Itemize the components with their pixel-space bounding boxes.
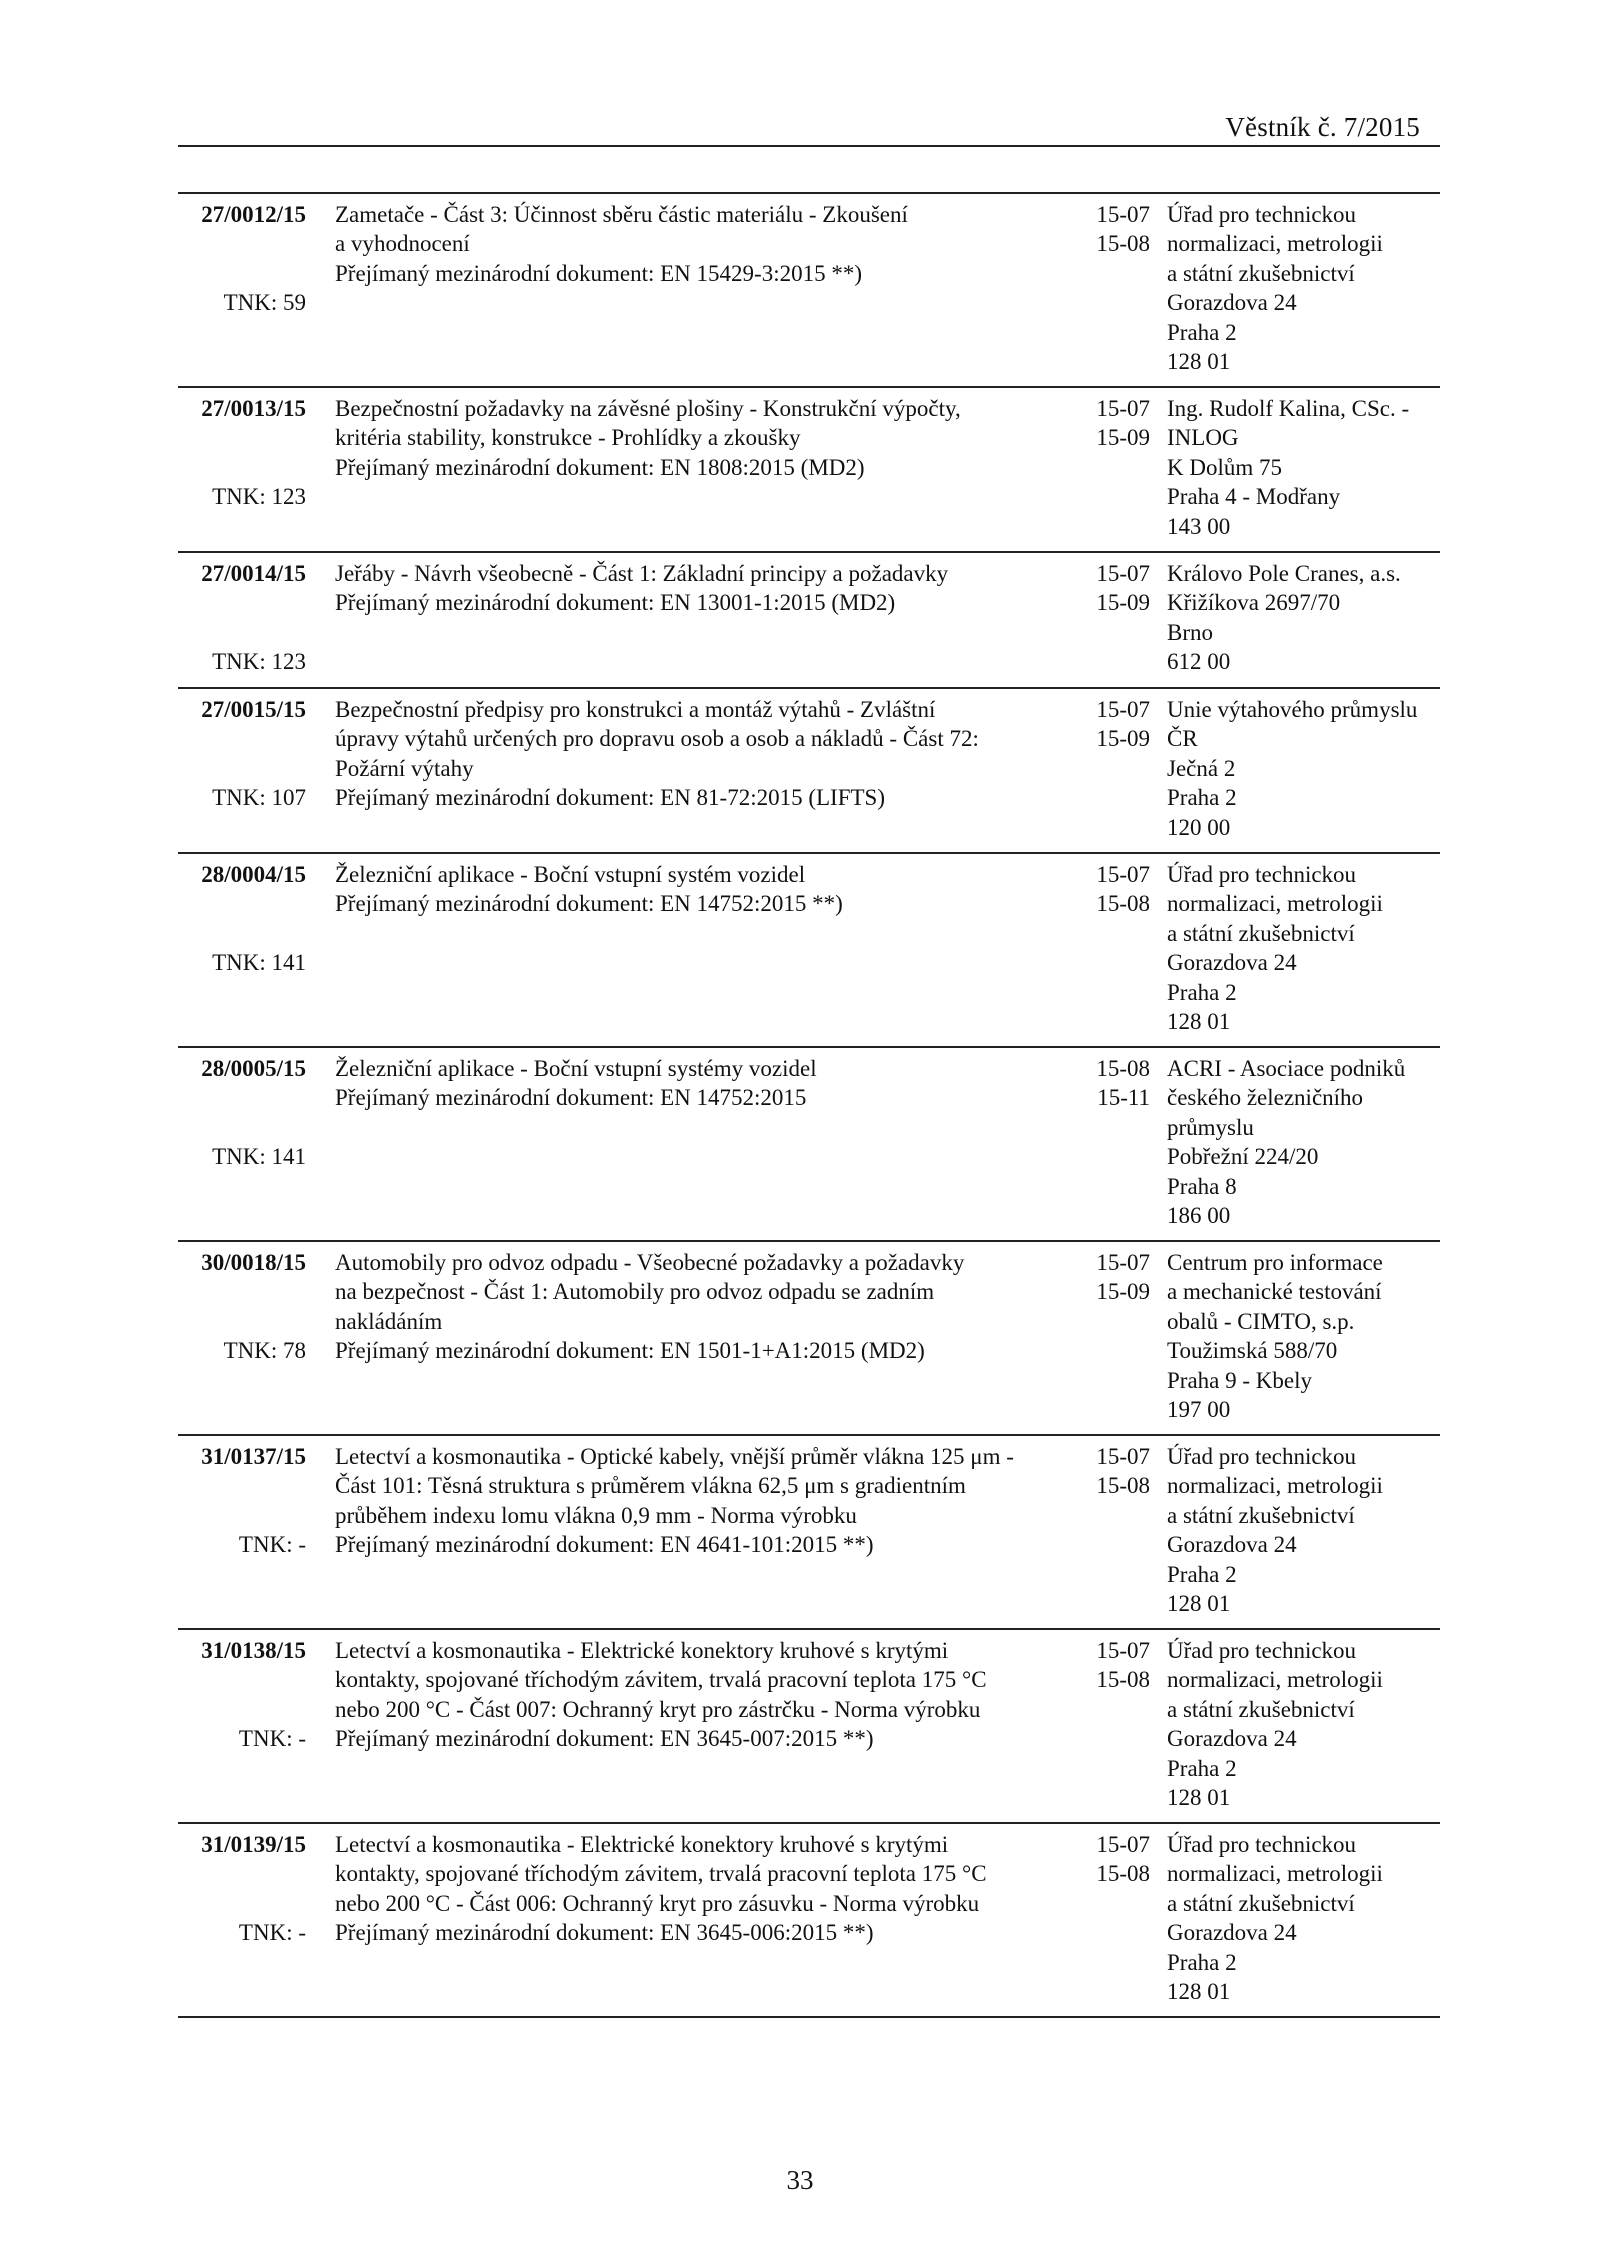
address-line: a mechanické testování xyxy=(1167,1279,1382,1305)
description-line: Přejímaný mezinárodní dokument: EN 4641-101:2015 **) xyxy=(335,1532,874,1558)
description-line: Přejímaný mezinárodní dokument: EN 1808:2015 (MD2) xyxy=(335,454,865,480)
entry-tnk: TNK: 141 xyxy=(212,950,306,975)
address-line: 128 01 xyxy=(1167,1009,1231,1035)
description-line: Požární výtahy xyxy=(335,755,474,781)
address-line: Praha 2 xyxy=(1167,319,1237,345)
date-line: 15-07 xyxy=(1096,202,1150,227)
description-line: Automobily pro odvoz odpadu - Všeobecné požadavky a požadavky xyxy=(335,1250,965,1275)
description-line: Letectví a kosmonautika - Optické kabely, vnější průměr vlákna 125 μm - xyxy=(335,1444,1014,1469)
address-line: českého železničního xyxy=(1167,1085,1364,1111)
description-line: kontakty, spojované tříchodým závitem, trvalá pracovní teplota 175 °C xyxy=(335,1667,987,1693)
address-line: Královo Pole Cranes, a.s. xyxy=(1167,561,1401,586)
entry-description xyxy=(335,1636,1065,1754)
entry-dates xyxy=(1065,695,1150,754)
entry-address xyxy=(1167,559,1442,677)
entry-dates xyxy=(1065,860,1150,919)
entry-id-cell xyxy=(178,695,306,810)
date-line: 15-08 xyxy=(1096,1473,1150,1499)
entry-description xyxy=(335,1054,1065,1113)
address-line: K Dolům 75 xyxy=(1167,454,1282,480)
address-line: Praha 2 xyxy=(1167,785,1237,811)
address-line: Ing. Rudolf Kalina, CSc. - xyxy=(1167,396,1410,421)
entry-tnk: TNK: 141 xyxy=(212,1144,306,1169)
entry-address xyxy=(1167,695,1442,842)
table-row xyxy=(178,553,1440,689)
entry-code: 27/0015/15 xyxy=(201,697,306,722)
entry-address xyxy=(1167,200,1442,376)
address-line: normalizaci, metrologii xyxy=(1167,891,1383,917)
page-number: 33 xyxy=(786,2165,814,2195)
address-line: Centrum pro informace xyxy=(1167,1250,1383,1275)
date-line: 15-11 xyxy=(1097,1085,1150,1111)
entry-dates xyxy=(1065,394,1150,453)
description-line: kritéria stability, konstrukce - Prohlídky a zkoušky xyxy=(335,425,801,451)
entry-tnk: TNK: 107 xyxy=(212,785,306,810)
entry-description xyxy=(335,1830,1065,1948)
description-line: a vyhodnocení xyxy=(335,231,470,257)
entry-tnk: TNK: - xyxy=(238,1920,306,1945)
entry-address xyxy=(1167,1830,1442,2006)
entry-code: 31/0137/15 xyxy=(201,1444,306,1469)
date-line: 15-08 xyxy=(1096,1056,1150,1081)
header-rule xyxy=(178,145,1440,147)
address-line: a státní zkušebnictví xyxy=(1167,260,1355,286)
date-line: 15-07 xyxy=(1096,1832,1150,1857)
table-row xyxy=(178,388,1440,553)
table-row xyxy=(178,1242,1440,1436)
entry-dates xyxy=(1065,1636,1150,1695)
journal-title: Věstník č. 7/2015 xyxy=(1225,112,1420,142)
date-line: 15-09 xyxy=(1096,425,1150,451)
entry-address xyxy=(1167,1442,1442,1618)
description-line: nakládáním xyxy=(335,1308,443,1334)
entry-id-cell xyxy=(178,1636,306,1751)
address-line: Praha 8 xyxy=(1167,1173,1237,1199)
address-line: 128 01 xyxy=(1167,1785,1231,1811)
address-line: Praha 2 xyxy=(1167,1561,1237,1587)
entry-dates xyxy=(1065,200,1150,259)
entry-tnk: TNK: - xyxy=(238,1726,306,1751)
address-line: a státní zkušebnictví xyxy=(1167,1696,1355,1722)
entry-id-cell xyxy=(178,559,306,674)
entry-code: 27/0013/15 xyxy=(201,396,306,421)
address-line: Brno xyxy=(1167,619,1213,645)
entry-dates xyxy=(1065,1054,1150,1113)
entry-address xyxy=(1167,1054,1442,1230)
address-line: normalizaci, metrologii xyxy=(1167,1861,1383,1887)
address-line: ACRI - Asociace podniků xyxy=(1167,1056,1406,1081)
entry-description xyxy=(335,860,1065,919)
address-line: Praha 2 xyxy=(1167,1949,1237,1975)
entry-id-cell xyxy=(178,394,306,509)
date-line: 15-07 xyxy=(1096,697,1150,722)
date-line: 15-08 xyxy=(1096,1861,1150,1887)
description-line: Přejímaný mezinárodní dokument: EN 81-72:2015 (LIFTS) xyxy=(335,785,885,811)
entry-description xyxy=(335,200,1065,288)
address-line: Úřad pro technickou xyxy=(1167,862,1357,887)
entry-address xyxy=(1167,1636,1442,1812)
date-line: 15-09 xyxy=(1096,726,1150,752)
entry-code: 27/0014/15 xyxy=(201,561,306,586)
entry-address xyxy=(1167,394,1442,541)
description-line: Přejímaný mezinárodní dokument: EN 13001-1:2015 (MD2) xyxy=(335,590,896,616)
description-line: Přejímaný mezinárodní dokument: EN 1501-1+A1:2015 (MD2) xyxy=(335,1338,925,1364)
address-line: Úřad pro technickou xyxy=(1167,202,1357,227)
table-row xyxy=(178,1436,1440,1630)
date-line: 15-09 xyxy=(1096,1279,1150,1305)
address-line: Ječná 2 xyxy=(1167,755,1236,781)
description-line: Letectví a kosmonautika - Elektrické konektory kruhové s krytými xyxy=(335,1832,949,1857)
address-line: Úřad pro technickou xyxy=(1167,1832,1357,1857)
table-row xyxy=(178,1630,1440,1824)
address-line: normalizaci, metrologii xyxy=(1167,1473,1383,1499)
entry-code: 31/0139/15 xyxy=(201,1832,306,1857)
date-line: 15-08 xyxy=(1096,891,1150,917)
date-line: 15-07 xyxy=(1096,862,1150,887)
entry-address xyxy=(1167,1248,1442,1424)
address-line: 128 01 xyxy=(1167,1591,1231,1617)
address-line: 197 00 xyxy=(1167,1397,1231,1423)
address-line: Křižíkova 2697/70 xyxy=(1167,590,1341,616)
date-line: 15-07 xyxy=(1096,561,1150,586)
entry-id-cell xyxy=(178,1054,306,1169)
date-line: 15-07 xyxy=(1096,1638,1150,1663)
entry-tnk: TNK: 123 xyxy=(212,484,306,509)
entry-id-cell xyxy=(178,1248,306,1363)
description-line: Přejímaný mezinárodní dokument: EN 14752:2015 xyxy=(335,1085,807,1111)
entry-code: 31/0138/15 xyxy=(201,1638,306,1663)
address-line: 143 00 xyxy=(1167,513,1231,539)
address-line: 128 01 xyxy=(1167,1979,1231,2005)
description-line: Přejímaný mezinárodní dokument: EN 14752:2015 **) xyxy=(335,891,843,917)
table-row xyxy=(178,854,1440,1048)
address-line: Toužimská 588/70 xyxy=(1167,1338,1338,1364)
address-line: 128 01 xyxy=(1167,349,1231,375)
address-line: 612 00 xyxy=(1167,649,1231,675)
description-line: nebo 200 °C - Část 006: Ochranný kryt pro zásuvku - Norma výrobku xyxy=(335,1890,980,1916)
description-line: průběhem indexu lomu vlákna 0,9 mm - Norma výrobku xyxy=(335,1502,857,1528)
description-line: Železniční aplikace - Boční vstupní systém vozidel xyxy=(335,862,806,887)
entry-id-cell xyxy=(178,860,306,975)
address-line: a státní zkušebnictví xyxy=(1167,920,1355,946)
description-line: Bezpečnostní předpisy pro konstrukci a montáž výtahů - Zvláštní xyxy=(335,697,936,722)
address-line: INLOG xyxy=(1167,425,1239,451)
address-line: Gorazdova 24 xyxy=(1167,290,1297,316)
entry-id-cell xyxy=(178,1830,306,1945)
address-line: Pobřežní 224/20 xyxy=(1167,1144,1319,1170)
address-line: Gorazdova 24 xyxy=(1167,1920,1297,1946)
address-line: a státní zkušebnictví xyxy=(1167,1502,1355,1528)
entry-description xyxy=(335,1248,1065,1366)
entry-id-cell xyxy=(178,200,306,315)
date-line: 15-08 xyxy=(1096,1667,1150,1693)
entry-dates xyxy=(1065,559,1150,618)
address-line: Gorazdova 24 xyxy=(1167,1726,1297,1752)
address-line: 120 00 xyxy=(1167,814,1231,840)
description-line: Zametače - Část 3: Účinnost sběru částic materiálu - Zkoušení xyxy=(335,202,908,227)
address-line: normalizaci, metrologii xyxy=(1167,231,1383,257)
entry-address xyxy=(1167,860,1442,1036)
address-line: Gorazdova 24 xyxy=(1167,1532,1297,1558)
entry-code: 27/0012/15 xyxy=(201,202,306,227)
entry-id-cell xyxy=(178,1442,306,1557)
address-line: Unie výtahového průmyslu xyxy=(1167,697,1418,722)
description-line: Přejímaný mezinárodní dokument: EN 3645-007:2015 **) xyxy=(335,1726,874,1752)
address-line: Praha 9 - Kbely xyxy=(1167,1367,1312,1393)
description-line: Jeřáby - Návrh všeobecně - Část 1: Základní principy a požadavky xyxy=(335,561,949,586)
entry-dates xyxy=(1065,1830,1150,1889)
description-line: Část 101: Těsná struktura s průměrem vlákna 62,5 μm s gradientním xyxy=(335,1473,966,1499)
entry-tnk: TNK: - xyxy=(238,1532,306,1557)
address-line: obalů - CIMTO, s.p. xyxy=(1167,1308,1355,1334)
table-row xyxy=(178,689,1440,854)
entry-description xyxy=(335,394,1065,482)
description-line: Letectví a kosmonautika - Elektrické konektory kruhové s krytými xyxy=(335,1638,949,1663)
address-line: Praha 4 - Modřany xyxy=(1167,484,1341,510)
entry-description xyxy=(335,559,1065,618)
address-line: a státní zkušebnictví xyxy=(1167,1890,1355,1916)
address-line: průmyslu xyxy=(1167,1114,1254,1140)
description-line: na bezpečnost - Část 1: Automobily pro odvoz odpadu se zadním xyxy=(335,1279,935,1305)
entry-tnk: TNK: 59 xyxy=(223,290,306,315)
entry-dates xyxy=(1065,1442,1150,1501)
entry-tnk: TNK: 78 xyxy=(223,1338,306,1363)
table-row xyxy=(178,1824,1440,2018)
address-line: 186 00 xyxy=(1167,1203,1231,1229)
entry-dates xyxy=(1065,1248,1150,1307)
description-line: Přejímaný mezinárodní dokument: EN 15429-3:2015 **) xyxy=(335,260,862,286)
entry-code: 28/0005/15 xyxy=(201,1056,306,1081)
address-line: Úřad pro technickou xyxy=(1167,1444,1357,1469)
description-line: Železniční aplikace - Boční vstupní systémy vozidel xyxy=(335,1056,817,1081)
standards-table xyxy=(178,192,1440,2018)
entry-description xyxy=(335,1442,1065,1560)
address-line: Praha 2 xyxy=(1167,979,1237,1005)
date-line: 15-08 xyxy=(1096,231,1150,257)
address-line: normalizaci, metrologii xyxy=(1167,1667,1383,1693)
address-line: ČR xyxy=(1167,726,1198,752)
date-line: 15-07 xyxy=(1096,396,1150,421)
date-line: 15-07 xyxy=(1096,1444,1150,1469)
entry-description xyxy=(335,695,1065,813)
description-line: Přejímaný mezinárodní dokument: EN 3645-006:2015 **) xyxy=(335,1920,874,1946)
address-line: Praha 2 xyxy=(1167,1755,1237,1781)
entry-tnk: TNK: 123 xyxy=(212,649,306,674)
entry-code: 28/0004/15 xyxy=(201,862,306,887)
table-row xyxy=(178,194,1440,388)
address-line: Úřad pro technickou xyxy=(1167,1638,1357,1663)
table-row xyxy=(178,1048,1440,1242)
entry-code: 30/0018/15 xyxy=(201,1250,306,1275)
description-line: úpravy výtahů určených pro dopravu osob a osob a nákladů - Část 72: xyxy=(335,726,979,752)
description-line: nebo 200 °C - Část 007: Ochranný kryt pro zástrčku - Norma výrobku xyxy=(335,1696,981,1722)
date-line: 15-09 xyxy=(1096,590,1150,616)
description-line: kontakty, spojované tříchodým závitem, trvalá pracovní teplota 175 °C xyxy=(335,1861,987,1887)
description-line: Bezpečnostní požadavky na závěsné plošiny - Konstrukční výpočty, xyxy=(335,396,961,421)
address-line: Gorazdova 24 xyxy=(1167,950,1297,976)
date-line: 15-07 xyxy=(1096,1250,1150,1275)
